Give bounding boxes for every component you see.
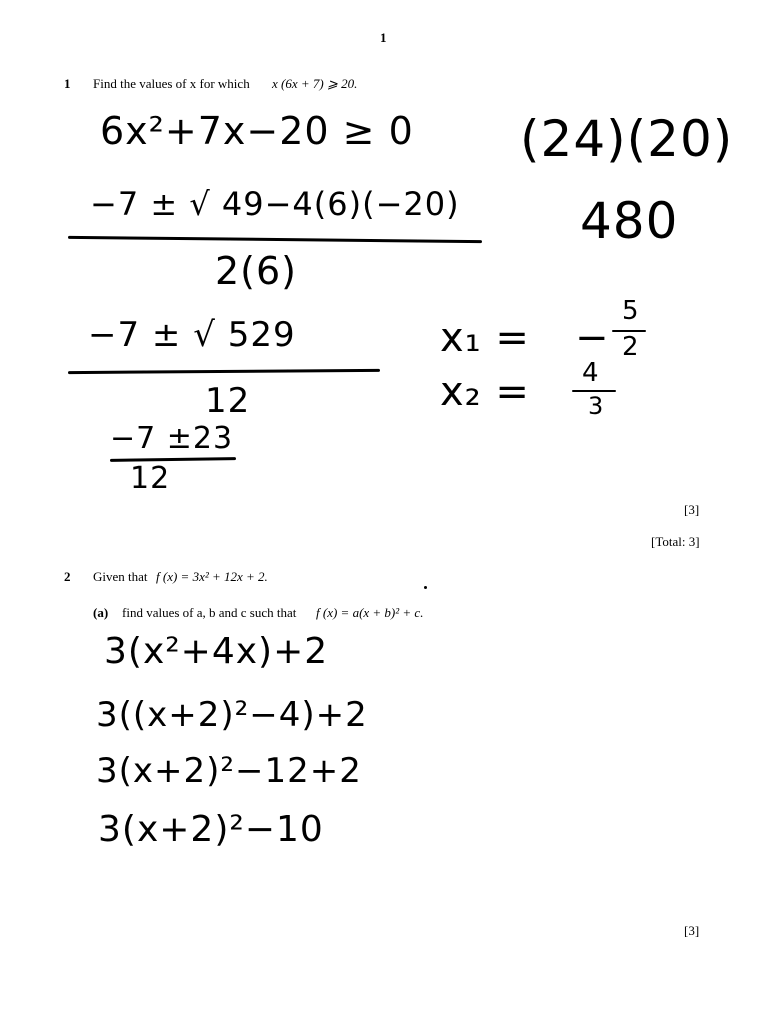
- q1-fraction-bar-1: [68, 236, 482, 243]
- q1-x1-label: x₁ =: [440, 315, 530, 361]
- page-number: 1: [380, 30, 387, 45]
- q1-x1-sign: −: [575, 315, 610, 361]
- q1-fraction-bar-2: [68, 369, 380, 374]
- question-2-function: f (x) = 3x² + 12x + 2.: [156, 569, 268, 584]
- q1-side-calc-result: 480: [580, 192, 679, 250]
- q2-marks: [3]: [684, 923, 700, 938]
- question-1-number: 1: [64, 76, 71, 91]
- q1-final-numerator: −7 ±23: [110, 421, 234, 456]
- q1-quadratic-numerator: −7 ± √ 49−4(6)(−20): [90, 185, 460, 223]
- q1-final-denominator: 12: [130, 461, 171, 496]
- q2-working-line1: 3(x²+4x)+2: [104, 631, 329, 672]
- q2-part-a-label: (a): [93, 605, 109, 620]
- question-2-prompt: Given that: [93, 569, 148, 584]
- q1-sqrt-numerator: −7 ± √ 529: [88, 315, 296, 355]
- question-1-expression: x (6x + 7) ⩾ 20.: [272, 76, 358, 91]
- q1-x2-denominator: 3: [588, 392, 605, 420]
- q2-working-line4: 3(x+2)²−10: [98, 809, 324, 850]
- q1-marks: [3]: [684, 502, 700, 517]
- q1-sqrt-denominator: 12: [205, 381, 251, 421]
- question-1-prompt: Find the values of x for which: [93, 76, 250, 91]
- stray-dot: [424, 586, 427, 589]
- q1-x1-numerator: 5: [622, 296, 640, 326]
- q1-side-calc-product: (24)(20): [520, 110, 734, 168]
- q2-working-line3: 3(x+2)²−12+2: [96, 751, 362, 791]
- q1-working-line1: 6x²+7x−20 ≥ 0: [100, 109, 414, 153]
- q2-part-a-text: find values of a, b and c such that: [122, 605, 297, 620]
- q1-fraction-bar-3: [110, 457, 236, 462]
- q1-quadratic-denominator: 2(6): [215, 249, 298, 293]
- q2-part-a-form: f (x) = a(x + b)² + c.: [316, 605, 424, 620]
- q1-x2-numerator: 4: [582, 358, 600, 388]
- q1-x1-denominator: 2: [622, 332, 640, 362]
- q1-x2-label: x₂ =: [440, 369, 530, 415]
- q2-working-line2: 3((x+2)²−4)+2: [96, 695, 368, 735]
- question-2-number: 2: [64, 569, 71, 584]
- q1-total: [Total: 3]: [651, 534, 700, 549]
